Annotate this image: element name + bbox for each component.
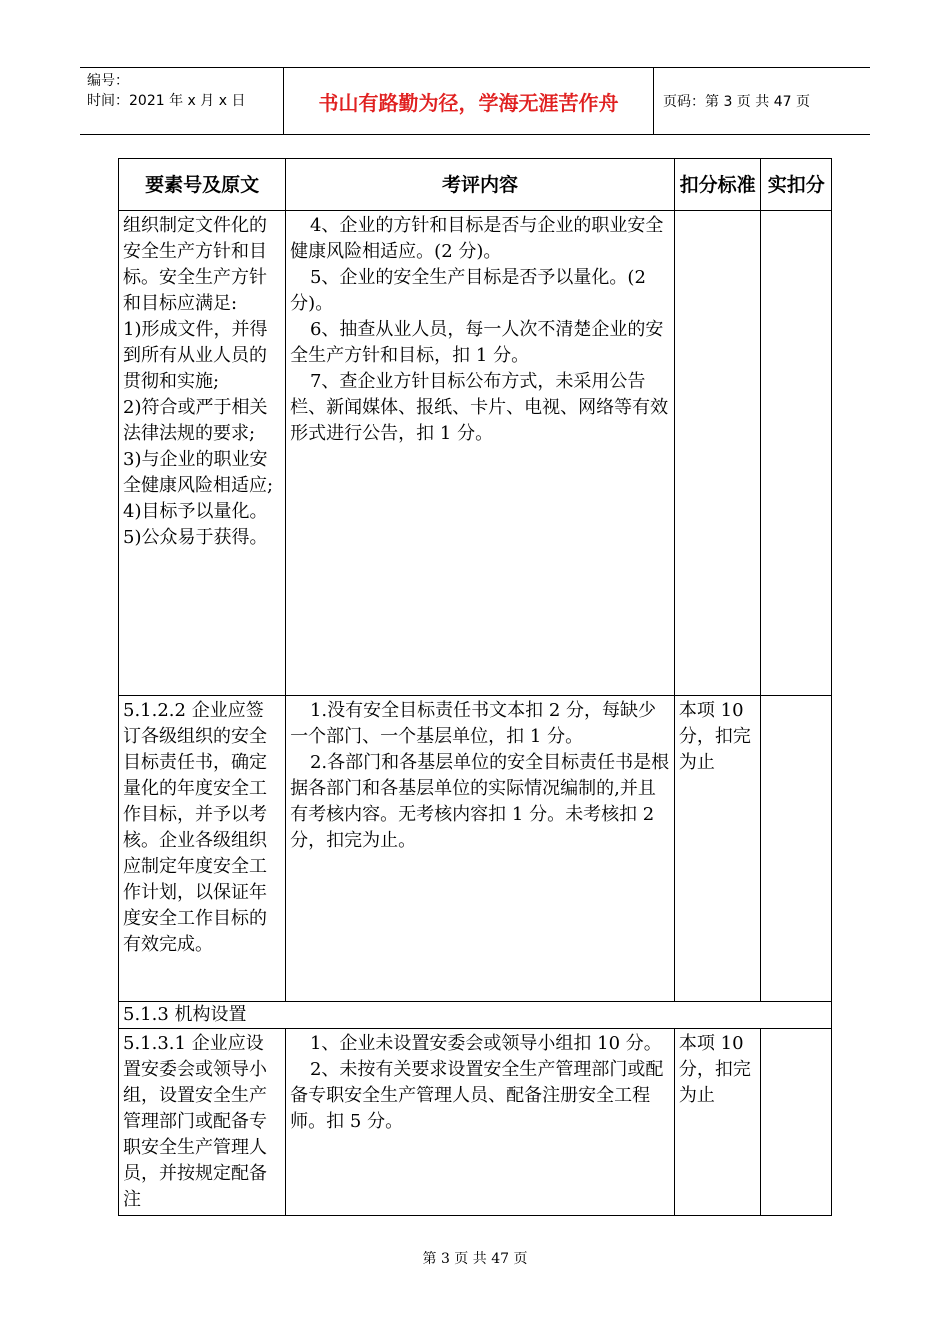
element-item: 3)与企业的职业安全健康风险相适应; <box>123 449 274 496</box>
element-cell: 5.1.2.2 企业应签订各级组织的安全目标责任书，确定量化的年度安全工作目标，并予以考核。企业各级组织应制定年度安全工作计划，以保证年度安全工作目标的有效完成。 <box>119 696 286 1002</box>
content-item: 5、企业的安全生产目标是否予以量化。(2 分)。 <box>290 267 646 314</box>
actual-deduction-cell <box>761 1029 832 1216</box>
content-cell <box>286 211 675 696</box>
element-cell: 5.1.3.1 企业应设置安委会或领导小组，设置安全生产管理部门或配备专职安全生产管理人员，并按规定配备注 <box>119 1029 286 1216</box>
content-item: 2.各部门和各基层单位的安全目标责任书是根据各部门和各基层单位的实际情况编制的,并且有考核内容。无考核内容扣 1 分。未考核扣 2 分，扣完为止。 <box>290 752 670 851</box>
column-header-actual-deduction: 实扣分 <box>761 159 832 211</box>
content-item: 1、企业未设置安委会或领导小组扣 10 分。 <box>309 1033 662 1054</box>
content-cell <box>286 1029 675 1216</box>
section-title: 5.1.3 机构设置 <box>119 1002 832 1029</box>
content-item: 6、抽查从业人员，每一人次不清楚企业的安全生产方针和目标，扣 1 分。 <box>290 319 664 366</box>
element-item: 5)公众易于获得。 <box>123 527 268 548</box>
element-text: 组织制定文件化的安全生产方针和目标。安全生产方针和目标应满足: <box>123 215 267 314</box>
element-cell <box>119 211 286 696</box>
content-item: 4、企业的方针和目标是否与企业的职业安全健康风险相适应。(2 分)。 <box>290 215 664 262</box>
document-number-label: 编号： <box>87 73 129 89</box>
content-item: 2、未按有关要求设置安全生产管理部门或配备专职安全生产管理人员、配备注册安全工程师。扣 5 分。 <box>290 1059 664 1132</box>
header-motto: 书山有路勤为径，学海无涯苦作舟 <box>284 68 654 134</box>
header-meta <box>80 68 284 134</box>
content-cell <box>286 696 675 1002</box>
assessment-table <box>118 158 832 1216</box>
actual-deduction-cell <box>761 211 832 696</box>
header-page-number: 页码：第 3 页 共 47 页 <box>663 94 810 110</box>
element-item: 1)形成文件，并得到所有从业人员的贯彻和实施; <box>123 319 268 392</box>
page-header <box>80 67 870 135</box>
document-date-label: 时间：2021 年 x 月 x 日 <box>87 93 246 109</box>
actual-deduction-cell <box>761 696 832 1002</box>
element-item: 2)符合或严于相关法律法规的要求; <box>123 397 268 444</box>
table-row <box>119 696 832 1002</box>
column-header-element: 要素号及原文 <box>119 159 286 211</box>
table-header-row <box>119 159 832 211</box>
page-footer: 第 3 页 共 47 页 <box>422 1251 528 1267</box>
deduction-standard-cell: 本项 10 分，扣完为止 <box>674 1029 761 1216</box>
deduction-standard-cell <box>674 211 761 696</box>
column-header-deduction-standard: 扣分标准 <box>674 159 761 211</box>
table-row <box>119 211 832 696</box>
table-row <box>119 1029 832 1216</box>
deduction-standard-cell: 本项 10 分，扣完为止 <box>674 696 761 1002</box>
column-header-content: 考评内容 <box>286 159 675 211</box>
content-item: 7、查企业方针目标公布方式，未采用公告栏、新闻媒体、报纸、卡片、电视、网络等有效形式进行公告，扣 1 分。 <box>290 371 669 444</box>
element-item: 4)目标予以量化。 <box>123 501 268 522</box>
content-item: 1.没有安全目标责任书文本扣 2 分，每缺少一个部门、一个基层单位，扣 1 分。 <box>290 700 657 747</box>
section-row <box>119 1002 832 1029</box>
